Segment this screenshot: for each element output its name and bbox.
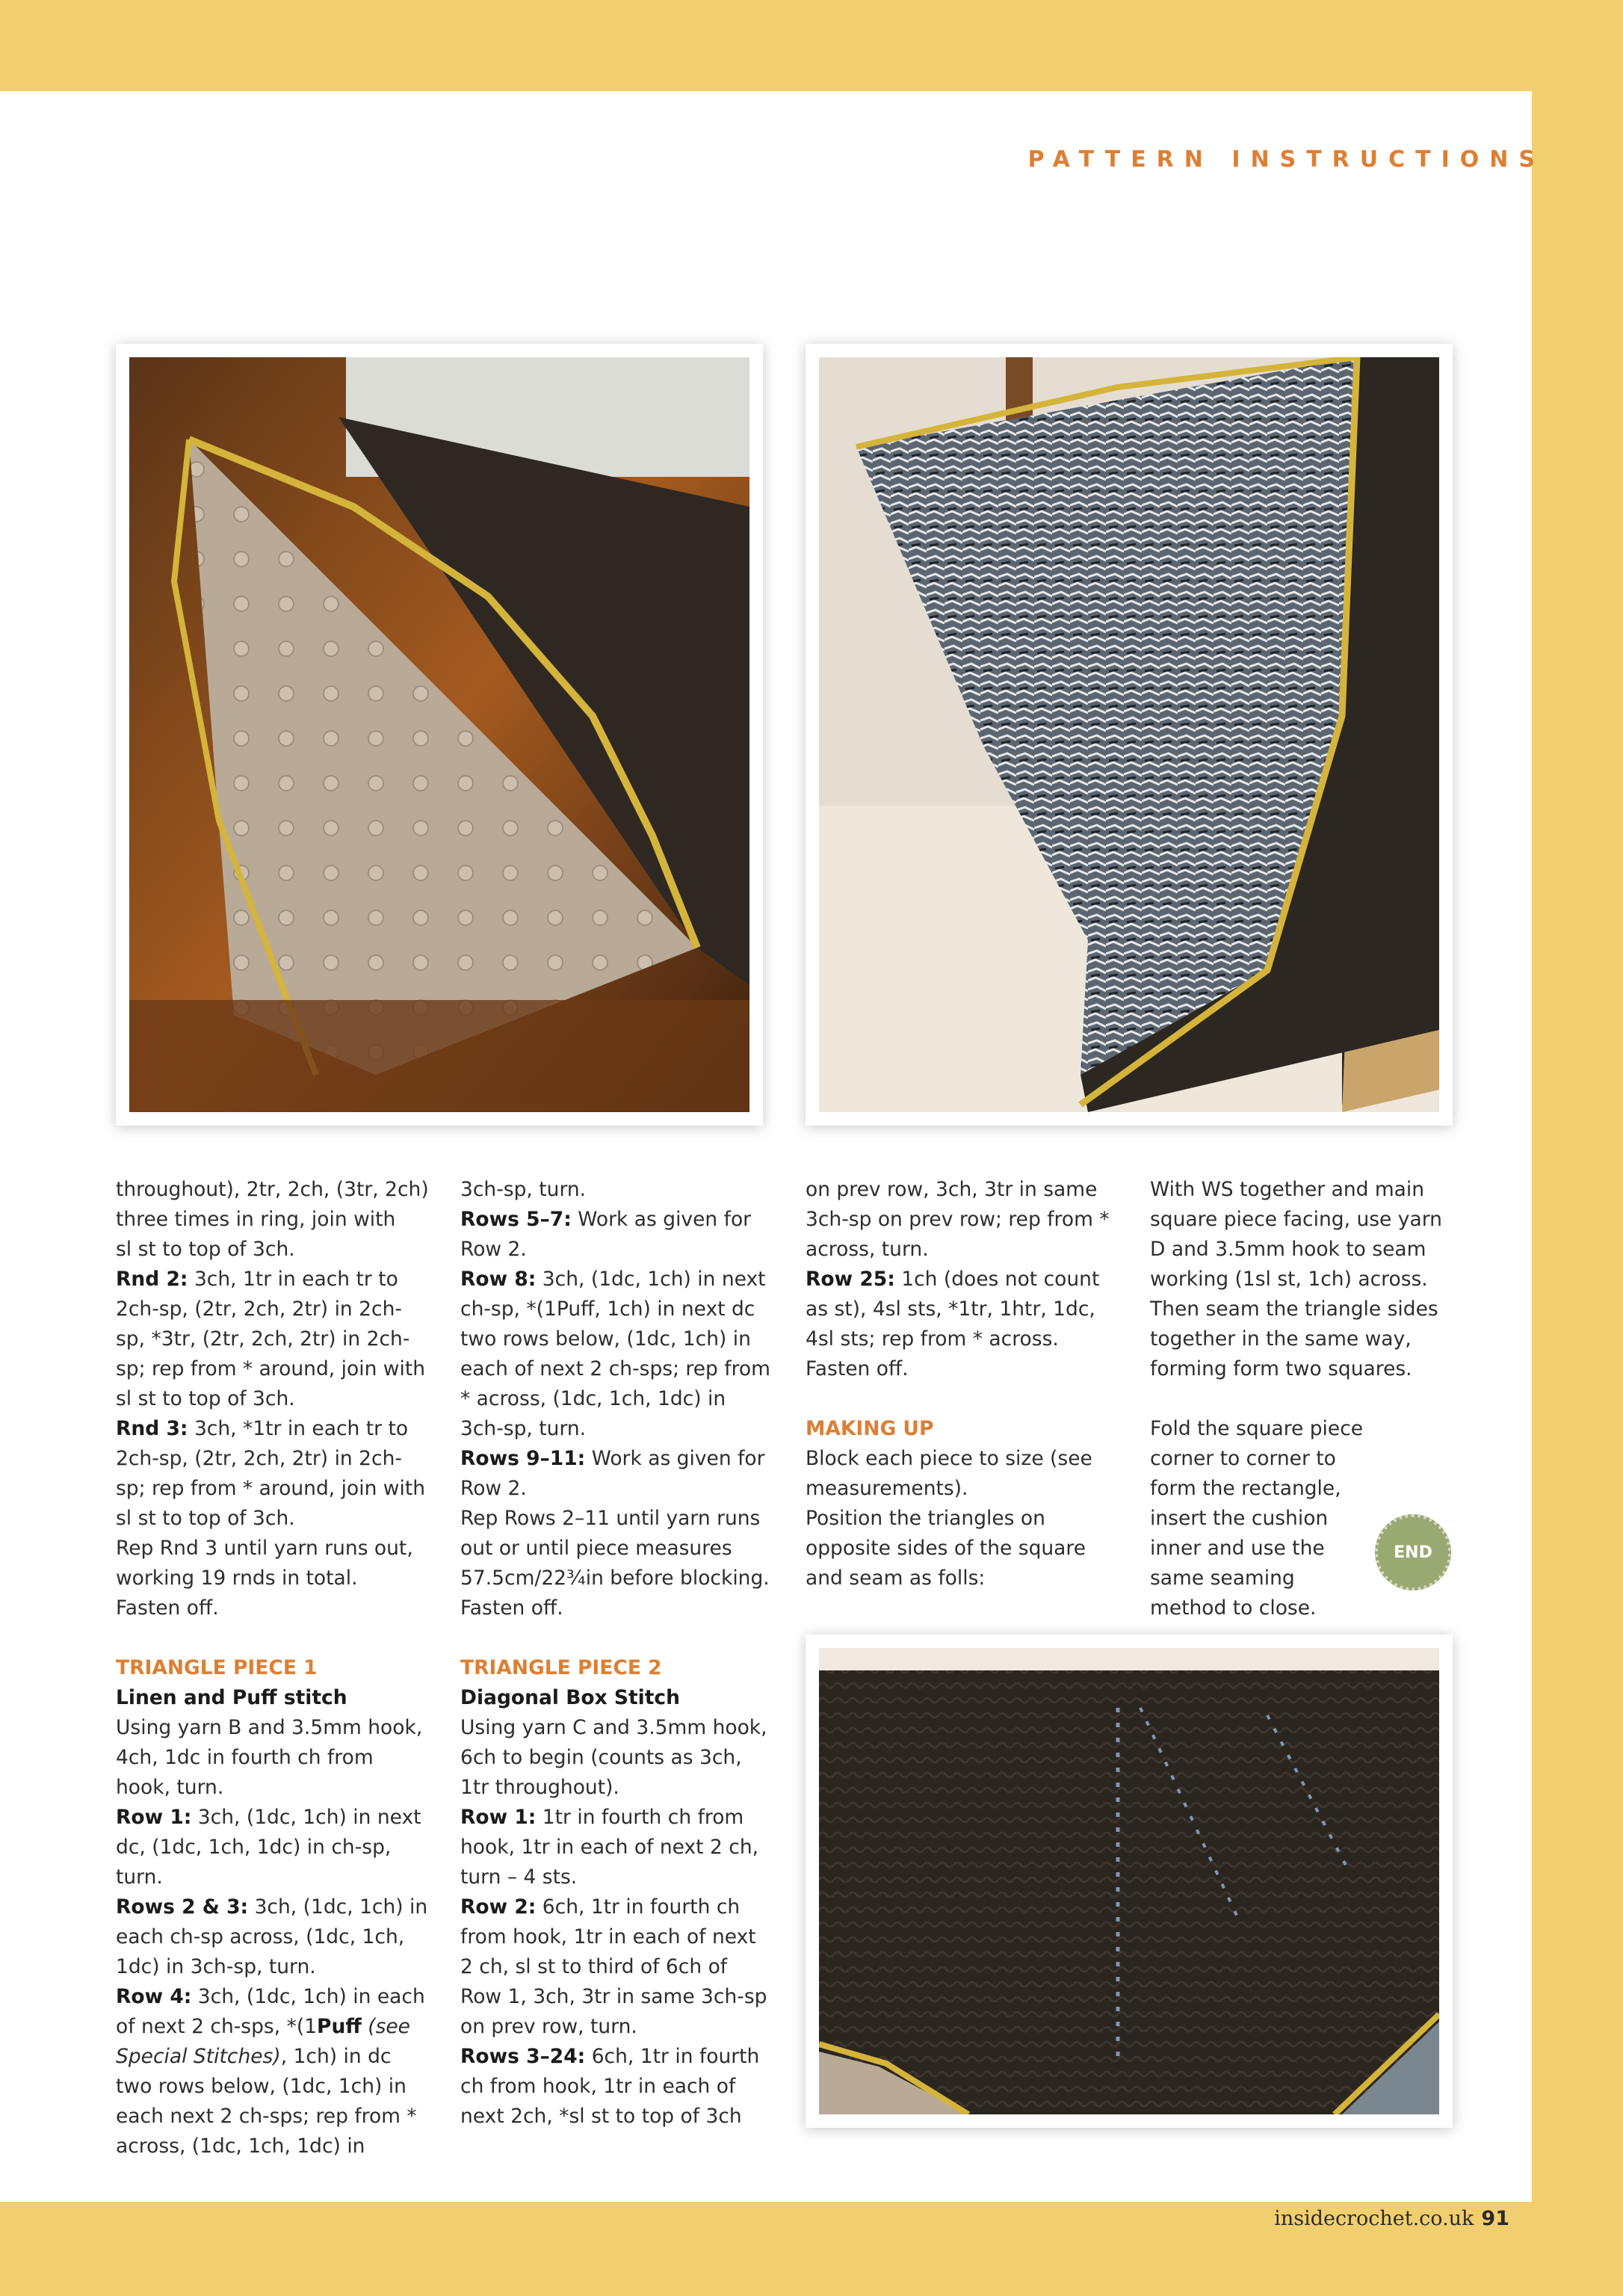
triangle-piece-1-intro: Using yarn B and 3.5mm hook, 4ch, 1dc in fourth ch from hook, turn.	[116, 1716, 423, 1799]
tp1-row1-instruction	[116, 1803, 430, 1892]
row8-label: Row 8:	[460, 1268, 537, 1291]
col1-repeat-text: Rep Rnd 3 until yarn runs out, working 19 rnds in total.	[116, 1537, 413, 1590]
tp2-rows324-text: 6ch, 1tr in fourth ch from hook, 1tr in each of next 2ch, *sl st to top of 3ch	[460, 2045, 760, 2128]
row25-text: 1ch (does not count as st), 4sl sts, *1tr, 1htr, 1dc, 4sl sts; rep from * across.	[806, 1268, 1100, 1351]
col3-fasten-off: Fasten off.	[806, 1357, 909, 1380]
page-footer	[1274, 2207, 1509, 2230]
rnd3-instruction	[116, 1414, 430, 1534]
col1-intro-line-3: sl st to top of 3ch.	[116, 1238, 295, 1261]
col2-repeat-text: Rep Rows 2–11 until yarn runs out or until piece measures 57.5cm/22¾in before blocking.	[460, 1507, 770, 1590]
col3-intro: on prev row, 3ch, 3tr in same 3ch-sp on prev row; rep from * across, turn.	[806, 1178, 1110, 1261]
rnd3-text: 3ch, *1tr in each tr to 2ch-sp, (2tr, 2ch, 2tr) in 2ch-sp; rep from * around, join with sl st to top of 3ch.	[116, 1417, 426, 1530]
tp1-rows23-label: Rows 2 & 3:	[116, 1895, 249, 1919]
triangle-piece-2-heading: TRIANGLE PIECE 2	[460, 1656, 662, 1679]
cushion-photo-2-graphic	[819, 357, 1439, 1112]
rows911-instruction	[460, 1444, 774, 1504]
special-stitches-ref: (see Special Stitches)	[116, 2015, 410, 2068]
tp1-row1-label: Row 1:	[116, 1806, 192, 1829]
tp2-row1-label: Row 1:	[460, 1806, 537, 1829]
col2-line-1: 3ch-sp, turn.	[460, 1178, 587, 1201]
end-badge: END	[1375, 1514, 1451, 1590]
making-up-block: Block each piece to size (see measurements).	[806, 1447, 1092, 1500]
rnd2-text: 3ch, 1tr in each tr to 2ch-sp, (2tr, 2ch, 2tr) in 2ch-sp, *3tr, (2tr, 2ch, 2tr) in 2ch-sp; rep from * around, join with sl st to top of 3ch.	[116, 1268, 426, 1410]
cushion-photo-3-graphic	[819, 1648, 1439, 2114]
rows57-text: Work as given for Row 2.	[460, 1208, 752, 1261]
tp2-rows324-instruction	[460, 2042, 774, 2132]
triangle-piece-1-heading: TRIANGLE PIECE 1	[116, 1656, 318, 1679]
col1-intro-line-1: throughout), 2tr, 2ch, (3tr, 2ch)	[116, 1178, 429, 1201]
text-column-1	[116, 1175, 430, 2161]
rows57-label: Rows 5–7:	[460, 1208, 572, 1231]
seam-instructions: With WS together and main square piece facing, use yarn D and 3.5mm hook to seam working (1sl st, 1ch) across. Then seam the triangle sides together in the same way, forming form two squares.	[1150, 1178, 1442, 1380]
triangle-piece-2-intro: Using yarn C and 3.5mm hook, 6ch to begin (counts as 3ch, 1tr throughout).	[460, 1716, 767, 1799]
row25-instruction	[806, 1265, 1119, 1354]
tp2-rows324-label: Rows 3–24:	[460, 2045, 586, 2068]
tp1-rows23-text: 3ch, (1dc, 1ch) in each ch-sp across, (1dc, 1ch, 1dc) in 3ch-sp, turn.	[116, 1895, 428, 1978]
making-up-position: Position the triangles on opposite sides of the square and seam as folls:	[806, 1507, 1086, 1590]
rnd3-label: Rnd 3:	[116, 1417, 188, 1440]
col1-fasten-off: Fasten off.	[116, 1596, 219, 1620]
page-title: PATTERN INSTRUCTIONS	[1027, 146, 1545, 173]
rows911-text: Work as given for Row 2.	[460, 1447, 765, 1500]
paragraph-gap	[1150, 1384, 1449, 1414]
row8-instruction	[460, 1265, 774, 1444]
photo-linen-puff-cushion	[116, 344, 763, 1126]
col2-fasten-off: Fasten off.	[460, 1596, 563, 1620]
rows57-instruction	[460, 1205, 774, 1265]
tp2-row1-instruction	[460, 1803, 774, 1892]
tp1-rows23-instruction	[116, 1892, 430, 1982]
col1-intro-line-2: three times in ring, join with	[116, 1208, 396, 1231]
puff-term: Puff	[317, 2015, 362, 2038]
text-column-3	[806, 1175, 1119, 1593]
cushion-photo-1-graphic	[129, 357, 749, 1112]
tp1-row4-text-a: 3ch, (1dc, 1ch) in each of next 2 ch-sps, *(1	[116, 1985, 425, 2038]
triangle-piece-1-subheading: Linen and Puff stitch	[116, 1686, 347, 1709]
footer-site: insidecrochet.co.uk	[1274, 2207, 1474, 2230]
tp1-row4-label: Row 4:	[116, 1985, 192, 2008]
tp2-row1-text: 1tr in fourth ch from hook, 1tr in each of next 2 ch, turn – 4 sts.	[460, 1806, 759, 1889]
tp2-row2-label: Row 2:	[460, 1895, 537, 1919]
photo-square-cushion	[806, 1635, 1453, 2128]
rnd2-instruction	[116, 1265, 430, 1414]
row25-label: Row 25:	[806, 1268, 895, 1291]
tp2-row2-text: 6ch, 1tr in fourth ch from hook, 1tr in each of next 2 ch, sl st to third of 6ch of Row 1, 3ch, 3tr in same 3ch-sp on prev row, turn.	[460, 1895, 767, 2038]
tp1-row4-text-b: , 1ch) in dc two rows below, (1dc, 1ch) in each next 2 ch-sps; rep from * across, (1dc, 1ch, 1dc) in	[116, 2045, 417, 2158]
row8-text: 3ch, (1dc, 1ch) in next ch-sp, *(1Puff, 1ch) in next dc two rows below, (1dc, 1ch) in each of next 2 ch-sps; rep from * across, (1dc, 1ch, 1dc) in 3ch-sp, turn.	[460, 1268, 770, 1440]
page-number: 91	[1481, 2207, 1509, 2230]
text-column-2	[460, 1175, 774, 2132]
tp1-row4-instruction	[116, 1982, 430, 2161]
tp2-row2-instruction	[460, 1892, 774, 2042]
rows911-label: Rows 9–11:	[460, 1447, 586, 1470]
close-instructions: Fold the square piece corner to corner to form the rectangle, insert the cushion inner and use the same seaming method to close.	[1150, 1417, 1364, 1620]
making-up-heading: MAKING UP	[806, 1417, 934, 1440]
photo-diagonal-box-cushion	[806, 344, 1453, 1126]
tp1-row1-text: 3ch, (1dc, 1ch) in next dc, (1dc, 1ch, 1dc) in ch-sp, turn.	[116, 1806, 421, 1889]
triangle-piece-2-subheading: Diagonal Box Stitch	[460, 1686, 680, 1709]
rnd2-label: Rnd 2:	[116, 1268, 188, 1291]
